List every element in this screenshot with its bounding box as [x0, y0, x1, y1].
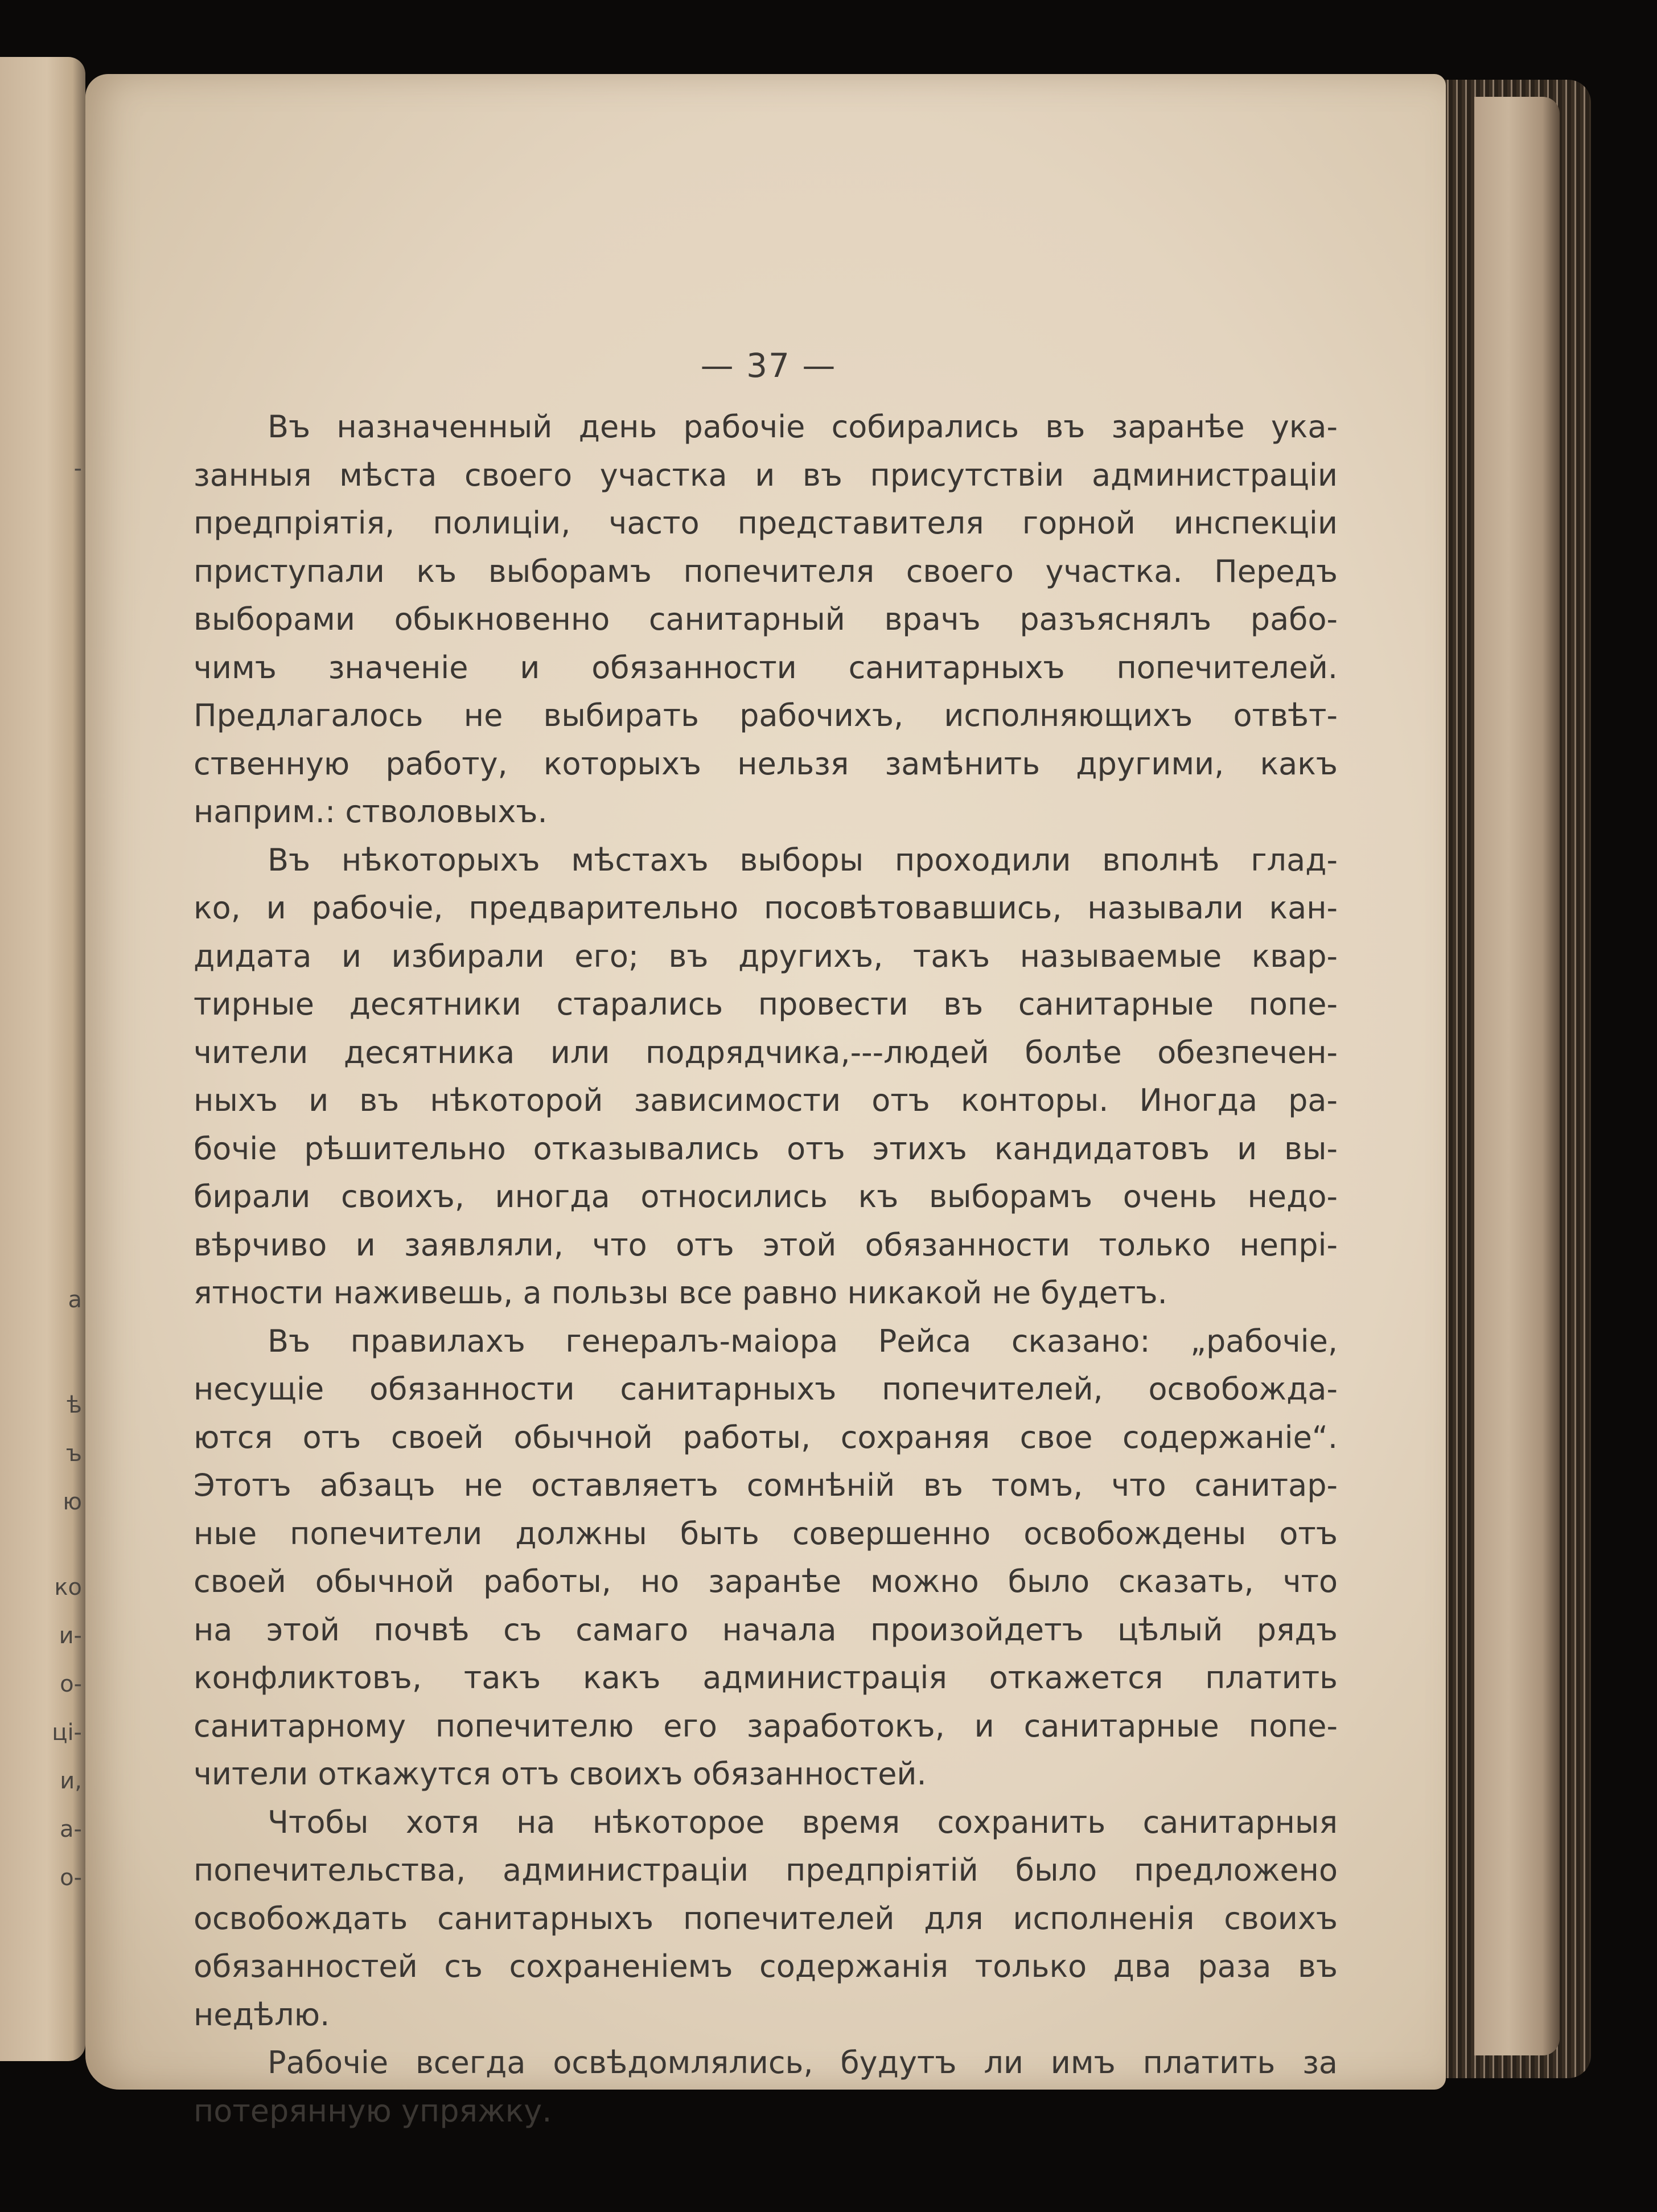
book-page-edges [1434, 80, 1591, 2078]
text-line: выборами обыкновенно санитарный врачъ разъяснялъ рабо- [194, 601, 1338, 637]
text-line: попечительства, администраціи предпріятій было предложено [194, 1852, 1338, 1888]
paragraph [194, 1799, 1338, 2039]
facing-page-fragment: а- [60, 1816, 82, 1842]
text-line: Чтобы хотя на нѣкоторое время сохранить санитарныя [268, 1804, 1338, 1840]
text-line: конфликтовъ, такъ какъ администрація откажется платить [194, 1660, 1338, 1696]
paragraph [194, 403, 1338, 836]
text-line: наприм.: стволовыхъ. [194, 794, 548, 830]
page-number: — 37 — [700, 346, 837, 385]
facing-page-fragment: - [73, 455, 82, 482]
text-line: бирали своихъ, иногда относились къ выборамъ очень недо- [194, 1179, 1338, 1214]
text-line: занныя мѣста своего участка и въ присутствіи администраціи [194, 457, 1338, 493]
text-line: потерянную упряжку. [194, 2092, 552, 2129]
text-line: приступали къ выборамъ попечителя своего участка. Передъ [194, 553, 1338, 589]
paragraph [194, 2039, 1338, 2135]
text-line: Рабочіе всегда освѣдомлялись, будутъ ли имъ платить за [268, 2045, 1338, 2080]
facing-page-fragment: о- [60, 1671, 82, 1697]
text-line: санитарному попечителю его заработокъ, и санитарные попе- [194, 1708, 1338, 1744]
text-line: на этой почвѣ съ самаго начала произойдетъ цѣлый рядъ [194, 1611, 1338, 1648]
facing-page-fragment: ю [63, 1489, 82, 1515]
facing-page-fragment: о- [60, 1865, 82, 1891]
text-line: ныхъ и въ нѣкоторой зависимости отъ конторы. Иногда ра- [194, 1082, 1338, 1118]
body-text [194, 403, 1338, 2135]
text-line: чители откажутся отъ своихъ обязанностей. [194, 1756, 927, 1792]
text-line: ются отъ своей обычной работы, сохраняя свое содержаніе“. [194, 1419, 1338, 1455]
text-line: Въ нѣкоторыхъ мѣстахъ выборы проходили вполнѣ глад- [268, 842, 1338, 878]
text-line: Предлагалось не выбирать рабочихъ, исполняющихъ отвѣт- [194, 697, 1338, 733]
paragraph [194, 836, 1338, 1318]
text-line: ные попечители должны быть совершенно освобождены отъ [194, 1515, 1338, 1552]
facing-page-fragment: ко [54, 1574, 82, 1600]
text-line: чители десятника или подрядчика,---людей болѣе обезпечен- [194, 1034, 1338, 1070]
facing-page-fragment: ці- [52, 1719, 82, 1746]
text-line: вѣрчиво и заявляли, что отъ этой обязанности только непрі- [194, 1226, 1338, 1263]
facing-page-fragment: и- [59, 1623, 82, 1649]
text-line: чимъ значеніе и обязанности санитарныхъ попечителей. [194, 649, 1338, 686]
text-line: тирные десятники старались провести въ санитарные попе- [194, 986, 1338, 1022]
facing-page-fragment: ѣ [67, 1392, 82, 1418]
text-line: предпріятія, полиціи, часто представителя горной инспекціи [194, 505, 1338, 541]
text-line: Въ назначенный день рабочіе собирались въ заранѣе ука- [268, 409, 1338, 445]
text-line: Этотъ абзацъ не оставляетъ сомнѣній въ томъ, что санитар- [194, 1467, 1338, 1503]
text-line: дидата и избирали его; въ другихъ, такъ называемые квар- [194, 938, 1338, 974]
facing-page [0, 57, 85, 2061]
facing-page-fragment: и, [60, 1768, 82, 1794]
text-line: ственную работу, которыхъ нельзя замѣнить другими, какъ [194, 745, 1338, 782]
text-line: Въ правилахъ генералъ-маіора Рейса сказано: „рабочіе, [268, 1323, 1338, 1359]
book-page [85, 74, 1446, 2129]
text-line: бочіе рѣшительно отказывались отъ этихъ кандидатовъ и вы- [194, 1130, 1338, 1167]
text-line: ятности наживешь, а пользы все равно никакой не будетъ. [194, 1275, 1167, 1311]
text-line: обязанностей съ сохраненіемъ содержанія только два раза въ [194, 1948, 1338, 1984]
text-line: несущіе обязанности санитарныхъ попечителей, освобожда- [194, 1371, 1338, 1407]
text-line: недѣлю. [194, 1996, 330, 2033]
paragraph [194, 1318, 1338, 1799]
text-line: ко, и рабочіе, предварительно посовѣтовавшись, называли кан- [194, 890, 1338, 926]
facing-page-fragment: ъ [65, 1441, 82, 1467]
text-line: своей обычной работы, но заранѣе можно было сказать, что [194, 1563, 1338, 1599]
text-line: освобождать санитарныхъ попечителей для исполненія своихъ [194, 1900, 1338, 1936]
facing-page-fragment: а [68, 1287, 82, 1313]
